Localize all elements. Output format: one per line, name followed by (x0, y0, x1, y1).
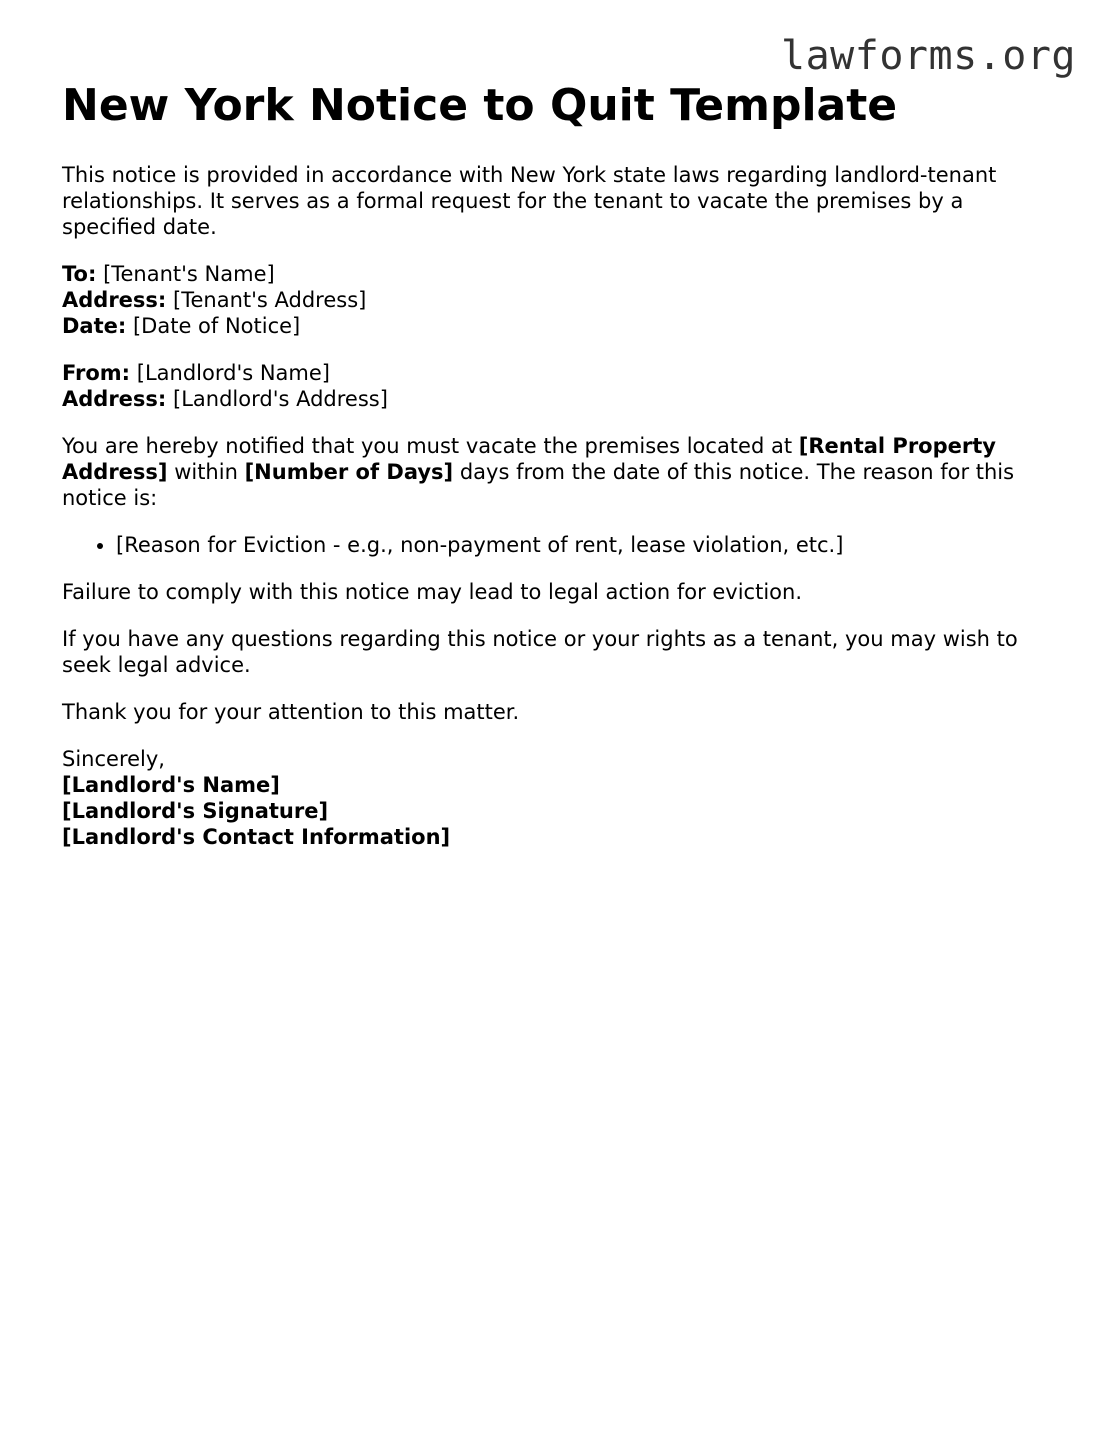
recipient-block (62, 261, 1052, 339)
watermark: lawforms.org (781, 33, 1076, 79)
date-value: [Date of Notice] (132, 314, 301, 338)
reason-list (62, 532, 1052, 558)
notice-part-2: within (167, 460, 245, 484)
date-label: Date: (62, 314, 127, 338)
notice-part-1: You are hereby notified that you must vacate the premises located at (62, 434, 799, 458)
from-value: [Landlord's Name] (136, 361, 330, 385)
thanks-paragraph: Thank you for your attention to this matter. (62, 700, 520, 724)
list-item: • [Reason for Eviction - e.g., non-payment of rent, lease violation, etc.] (116, 532, 1052, 558)
rental-property-placeholder: [Rental Property Address] (62, 434, 996, 484)
sender-block (62, 360, 1052, 412)
to-value: [Tenant's Name] (103, 262, 275, 286)
sender-address-value: [Landlord's Address] (173, 387, 388, 411)
closing-landlord-signature: [Landlord's Signature] (62, 799, 329, 823)
from-label: From: (62, 361, 131, 385)
recipient-address-label: Address: (62, 288, 167, 312)
closing-landlord-contact: [Landlord's Contact Information] (62, 825, 451, 849)
notice-part-3: days from the date of this notice. The reason for this notice is: (62, 460, 1015, 510)
questions-paragraph: If you have any questions regarding this notice or your rights as a tenant, you may wish to seek legal advice. (62, 627, 1018, 677)
notice-paragraph (62, 433, 1052, 511)
closing-landlord-name: [Landlord's Name] (62, 773, 280, 797)
recipient-address-value: [Tenant's Address] (173, 288, 367, 312)
document-page (62, 80, 1052, 871)
page-title: New York Notice to Quit Template (62, 80, 898, 131)
number-of-days-placeholder: [Number of Days] (244, 460, 454, 484)
failure-paragraph: Failure to comply with this notice may lead to legal action for eviction. (62, 580, 803, 604)
salutation: Sincerely, (62, 747, 165, 771)
to-label: To: (62, 262, 97, 286)
sender-address-label: Address: (62, 387, 167, 411)
intro-paragraph: This notice is provided in accordance with New York state laws regarding landlord-tenant relationships. It serves as a formal request for the tenant to vacate the premises by a specified date. (62, 163, 997, 239)
closing-block (62, 746, 1052, 850)
